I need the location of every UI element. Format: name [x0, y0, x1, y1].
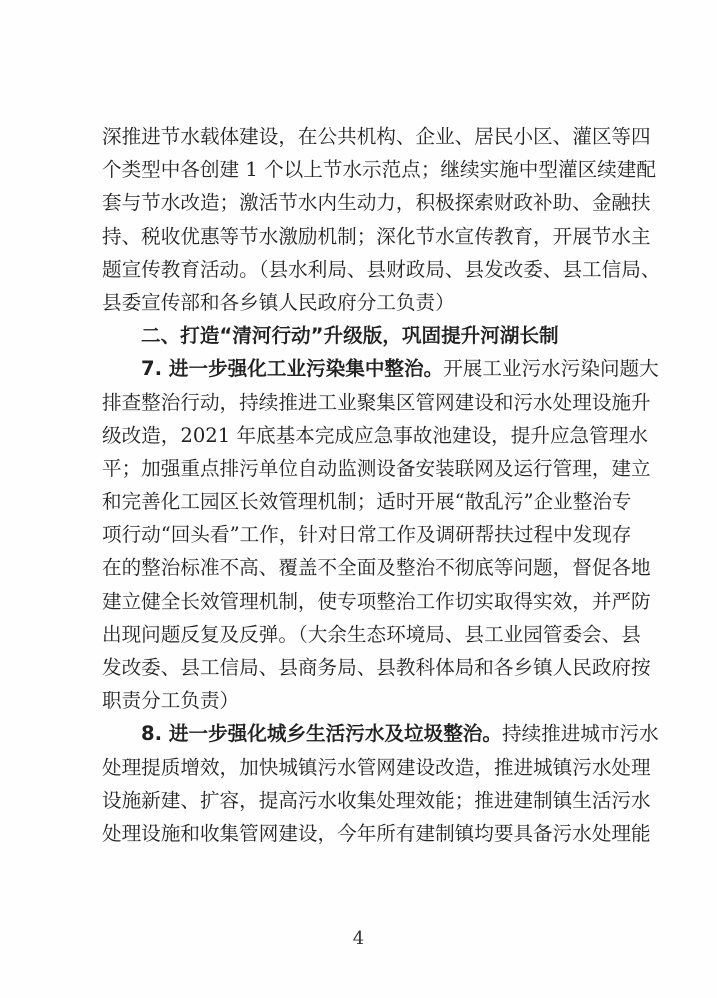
text-line: 处理设施和收集管网建设，今年所有建制镇均要具备污水处理能 — [102, 821, 651, 845]
text-line: 深推进节水载体建设，在公共机构、企业、居民小区、灌区等四 — [102, 125, 651, 148]
item-8-title: 8. 进一步强化城乡生活污水及垃圾整治。 — [141, 722, 502, 746]
text-line: 排查整治行动，持续推进工业聚集区管网建设和污水处理设施升 — [102, 390, 651, 414]
text-line: 县委宣传部和各乡镇人民政府分工负责） — [102, 290, 455, 314]
text-line: 发改委、县工信局、县商务局、县教科体局和各乡镇人民政府按 — [102, 656, 651, 679]
section-heading: 二、打造“清河行动”升级版，巩固提升河湖长制 — [141, 324, 559, 348]
text-line: 级改造，2021 年底基本完成应急事故池建设，提升应急管理水 — [102, 423, 648, 447]
text-line: 出现问题反复及反弹。（大余生态环境局、县工业园管委会、县 — [102, 622, 641, 646]
item-7-text: 开展工业污水污染问题大 — [443, 357, 659, 381]
text-line: 职责分工负责） — [102, 689, 240, 713]
text-line: 在的整治标准不高、覆盖不全面及整治不彻底等问题，督促各地 — [102, 556, 651, 580]
text-line: 建立健全长效管理机制，使专项整治工作切实取得实效，并严防 — [102, 589, 651, 613]
item-7-title: 7. 进一步强化工业污染集中整治。 — [141, 357, 444, 381]
text-line: 处理提质增效，加快城镇污水管网建设改造，推进城镇污水处理 — [102, 755, 651, 779]
text-line: 项行动“回头看”工作，针对日常工作及调研帮扶过程中发现存 — [102, 523, 632, 547]
text-line: 持、税收优惠等节水激励机制；深化节水宣传教育，开展节水主 — [102, 224, 651, 248]
text-line: 平；加强重点排污单位自动监测设备安装联网及运行管理，建立 — [102, 456, 651, 480]
item-8-first-line — [102, 717, 659, 750]
item-8-text: 持续推进城市污水 — [502, 722, 659, 746]
text-line: 套与节水改造；激活节水内生动力，积极探索财政补助、金融扶 — [102, 191, 651, 215]
text-line: 和完善化工园区长效管理机制；适时开展“散乱污”企业整治专 — [102, 490, 632, 514]
text-line: 题宣传教育活动。（县水利局、县财政局、县发改委、县工信局、 — [102, 257, 661, 281]
text-line: 设施新建、扩容，提高污水收集处理效能；推进建制镇生活污水 — [102, 788, 651, 812]
text-line: 个类型中各创建 1 个以上节水示范点；继续实施中型灌区续建配 — [102, 158, 656, 182]
document-body — [102, 120, 661, 850]
page-number: 4 — [352, 928, 365, 949]
item-7-first-line — [102, 352, 659, 385]
